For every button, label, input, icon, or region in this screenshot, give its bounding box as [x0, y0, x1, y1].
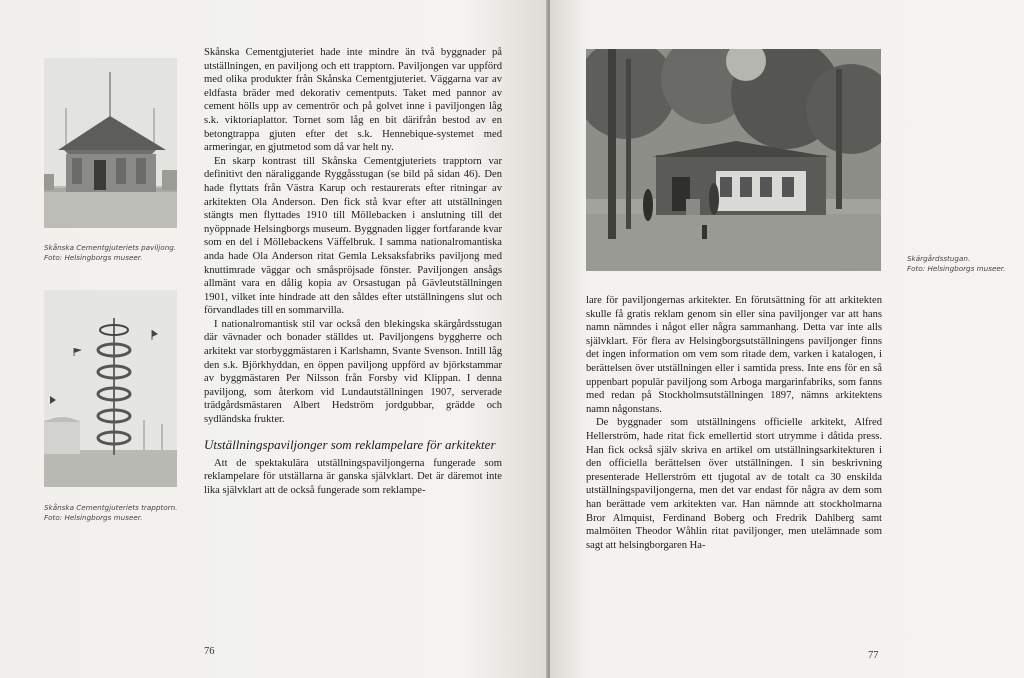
body-text: [204, 46, 502, 497]
right-page: [550, 0, 1024, 678]
photo-caption: Skånska Cementgjuteriets paviljong. Foto: Helsingborgs museer.: [44, 243, 177, 262]
photo-caption: Skånska Cementgjuteriets trapptorn. Foto: Helsingborgs museer.: [44, 503, 178, 522]
paragraph: Skånska Cementgjuteriet hade inte mindre än två byggnader på utställningen, en paviljong och ett trapptorn. Paviljongen var uppförd med olika produkter från Skånska Cementgjuteriet. Väggarna var av eldfasta bräder med dekorativ cementputs. Taket med pannor av cement hölls upp av cementrör och på golvet inne i paviljongen låg s.k. viktoriaplattor. Tornet som låg en bit därifrån bestod av en betongtrappa gjuten efter det s.k. Hennebique-systemet med armeringar, en gjutmetod som då var helt ny.: [204, 47, 502, 154]
paragraph: Att de spektakulära utställningspaviljongerna fungerade som reklampelare för utställarna är ganska självklart. Det är däremot inte lika självklart att de också fungerade som reklampe-: [204, 457, 502, 496]
page-number: 77: [868, 650, 879, 661]
pavilion-photo: [44, 58, 177, 228]
section-heading: Utställningspaviljonger som reklampelare för arkitekter: [204, 436, 496, 452]
paragraph: I nationalromantisk stil var också den blekingska skärgårdsstugan där vävnader och bonader ställdes ut. Paviljongens byggherre och arkitekt var storbyggmästaren i Karlshamn, Svante Svenson. Intill låg den s.k. Björkhyddan, en öppen paviljong uppförd av björkstammar av byggmästaren Per Nilsson från Forsby vid Klippan. I denna paviljong, som återkom vid Lundautställningen 1907, serverade trädgårdsmästaren Albert Hedström jordgubbar, grädde och sydländska frukter.: [204, 318, 502, 426]
page-number: 76: [204, 646, 215, 657]
paragraph: lare för paviljongernas arkitekter. En förutsättning för att arkitekten skulle få gratis reklam genom sin eller sina paviljonger var att hans namn nämndes i något eller några sammanhang. Detta var inte alls självklart. För flera av Helsingborgsutställningens paviljonger finns det ingen information om vem som ritade dem, varken i katalogen, i berättelsen över utställningen eller i samtida press. Inte ens för en så uppenbart populär paviljong som Arboga margarinfabriks, som fanns med redan på Stockholmsutställningen 1897, nämns arkitektens namn någonstans.: [586, 295, 882, 415]
paragraph: En skarp kontrast till Skånska Cementgjuteriets trapptorn var definitivt den näraliggande Ryggåsstugan (se bild på sidan 46). Den hade flyttats från Västra Karup och restaurerats efter ritningar av arkitekten Ola Anderson. Den fick stå kvar efter att utställningen stängts men flyttades 1910 till Möllebacken i anslutning till det nyöppnade Helsingborgs museum. Byggnaden ligger fortfarande kvar som en del i Möllebackens Väffelbruk. I samma nationalromantiska anda hade Ola Anderson ritat Gemla Leksaksfabriks paviljong med knuttimrade väggar och småspröjsade fönster. Paviljongen ansågs allmänt vara en dålig kopia av Orsastugan på Gävleutställningen 1901, vilket inte hindrade att den såldes efter utställningens slut och förvandlades till en sommarvilla.: [204, 155, 502, 317]
stair-tower-photo: [44, 290, 177, 487]
body-text: [586, 294, 882, 552]
cottage-photo: [586, 49, 881, 271]
paragraph: De byggnader som utställningens officielle arkitekt, Alfred Hellerström, hade ritat fick emellertid stort utrymme i dåtida press. Han fick också själv skriva en artikel om utställningsarkitekturen i den officiella berättelsen över utställningen. I sin beskrivning presenterade Hellerström ett tjugotal av de totalt ca 30 enskilda utställningspaviljongerna, men det var endast för några av dem som han berättade vem arkitekten var. Han nämnde att stockholmarna Bror Almquist, Ferdinand Boberg och Fredrik Dahlberg samt malmöiten Theodor Wåhlin ritat paviljonger, men utelämnade som sagt att helsingborgaren Ha-: [586, 417, 882, 551]
photo-caption: Skärgårdsstugan. Foto: Helsingborgs museer.: [907, 254, 1006, 273]
